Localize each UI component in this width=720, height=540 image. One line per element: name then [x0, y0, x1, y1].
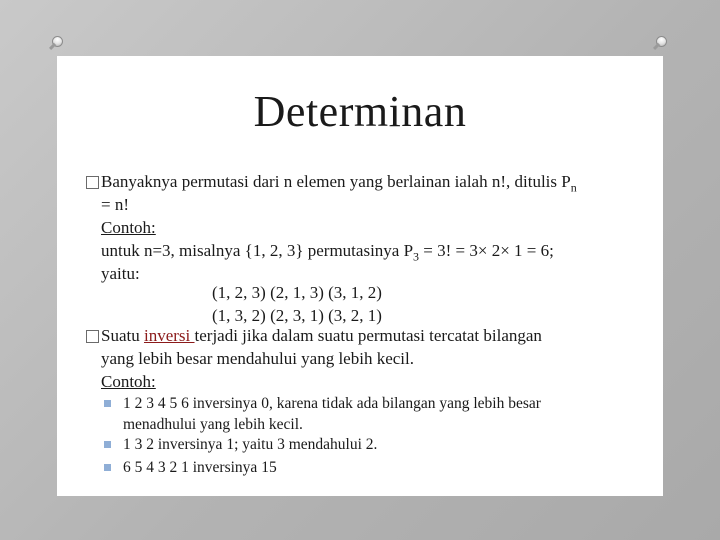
sub-bullet-icon	[104, 441, 111, 448]
text: Suatu	[101, 326, 144, 345]
bullet-1-line-4: yaitu:	[101, 264, 140, 283]
pushpin-icon	[654, 34, 670, 50]
example-1-line-2: menadhului yang lebih kecil.	[123, 416, 303, 433]
slide-title: Determinan	[253, 87, 467, 136]
pushpin-icon	[50, 34, 66, 50]
text: Banyaknya permutasi dari n elemen yang berlainan ialah n!, ditulis P	[101, 172, 571, 191]
text: untuk n=3, misalnya {1, 2, 3} permutasinya P	[101, 241, 414, 260]
subscript: 3	[413, 249, 420, 264]
example-label: Contoh:	[101, 218, 156, 237]
sub-bullet-icon	[104, 464, 111, 471]
text: terjadi jika dalam suatu permutasi tercatat bilangan	[194, 326, 542, 345]
bullet-box-icon	[86, 330, 99, 343]
text: = 3! = 3× 2× 1 = 6;	[419, 241, 554, 260]
bullet-1-line-2: = n!	[101, 195, 129, 214]
sub-bullet-icon	[104, 400, 111, 407]
bullet-1-line-1	[101, 170, 577, 199]
bullet-2-line-1	[101, 324, 542, 347]
example-1-line-1: 1 2 3 4 5 6 inversinya 0, karena tidak ada bilangan yang lebih besar	[123, 395, 541, 412]
example-label: Contoh:	[101, 372, 156, 391]
bullet-box-icon	[86, 176, 99, 189]
bullet-1-line-3	[101, 239, 554, 268]
example-3: 6 5 4 3 2 1 inversinya 15	[123, 459, 277, 476]
permutation-row-2: (1, 3, 2) (2, 3, 1) (3, 2, 1)	[212, 306, 382, 325]
permutation-row-1: (1, 2, 3) (2, 1, 3) (3, 1, 2)	[212, 283, 382, 302]
example-2: 1 3 2 inversinya 1; yaitu 3 mendahului 2.	[123, 436, 378, 453]
keyword-inversi: inversi	[143, 326, 195, 345]
bullet-2-line-2: yang lebih besar mendahului yang lebih kecil.	[101, 349, 414, 368]
subscript: n	[570, 180, 577, 195]
